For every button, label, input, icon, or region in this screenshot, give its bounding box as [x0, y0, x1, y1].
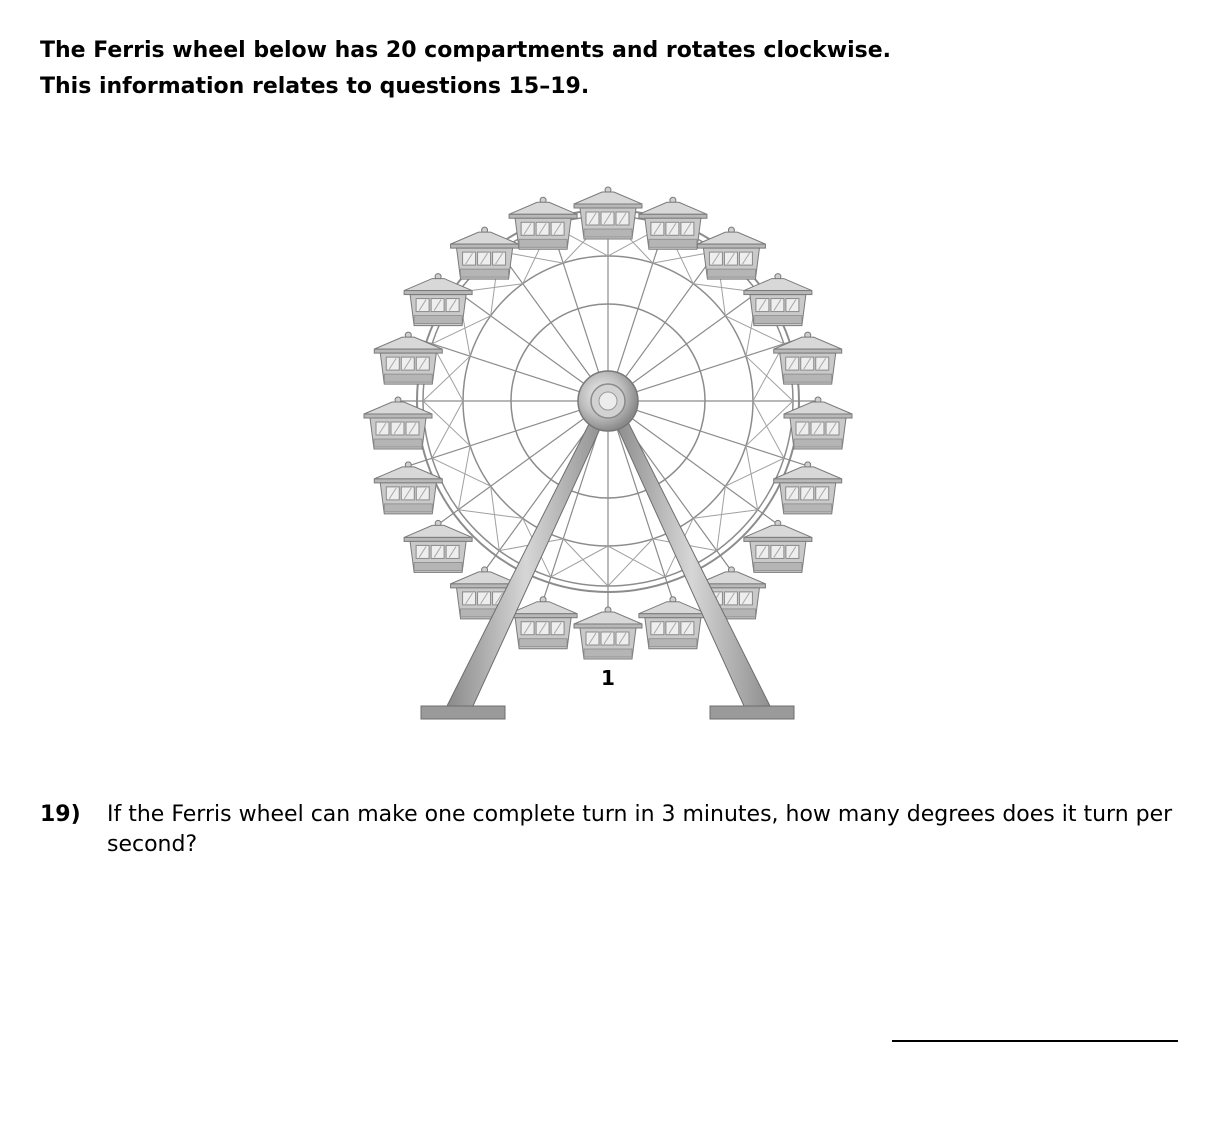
- spoke: [637, 410, 790, 460]
- left-leg: [447, 412, 605, 706]
- compartment: [774, 332, 842, 384]
- compartment: [784, 397, 852, 449]
- compartment: [639, 197, 707, 249]
- question-19: [40, 800, 1180, 860]
- compartment: [404, 274, 472, 326]
- spoke: [637, 342, 790, 392]
- spoke: [453, 289, 583, 384]
- compartment: [639, 597, 707, 649]
- intro-line-2: This information relates to questions 15–19.: [40, 74, 590, 99]
- intro-text: [40, 33, 891, 105]
- question-number: 19): [40, 802, 81, 827]
- right-base: [710, 706, 794, 719]
- spoke: [632, 289, 762, 384]
- compartment: [374, 332, 442, 384]
- compartment: [404, 520, 472, 572]
- question-text: If the Ferris wheel can make one complete turn in 3 minutes, how many degrees does it turn per second?: [107, 802, 1173, 857]
- answer-line[interactable]: [892, 1040, 1178, 1042]
- compartment: [774, 462, 842, 514]
- left-base: [421, 706, 505, 719]
- compartment: [509, 197, 577, 249]
- spoke: [426, 342, 579, 392]
- intro-line-1: The Ferris wheel below has 20 compartments and rotates clockwise.: [40, 38, 892, 63]
- spoke: [426, 410, 579, 460]
- compartment: [744, 520, 812, 572]
- compartment: [574, 607, 642, 659]
- hub: [578, 371, 638, 431]
- compartment: [451, 227, 519, 279]
- compartment-label: 1: [601, 666, 615, 690]
- compartment: [574, 187, 642, 239]
- compartment: [374, 462, 442, 514]
- lattice-brace: [458, 446, 470, 510]
- ferris-wheel-figure: [330, 150, 890, 740]
- compartment: [364, 397, 432, 449]
- compartment: [697, 227, 765, 279]
- right-leg: [613, 412, 770, 706]
- lattice-brace: [746, 446, 758, 510]
- compartment: [744, 274, 812, 326]
